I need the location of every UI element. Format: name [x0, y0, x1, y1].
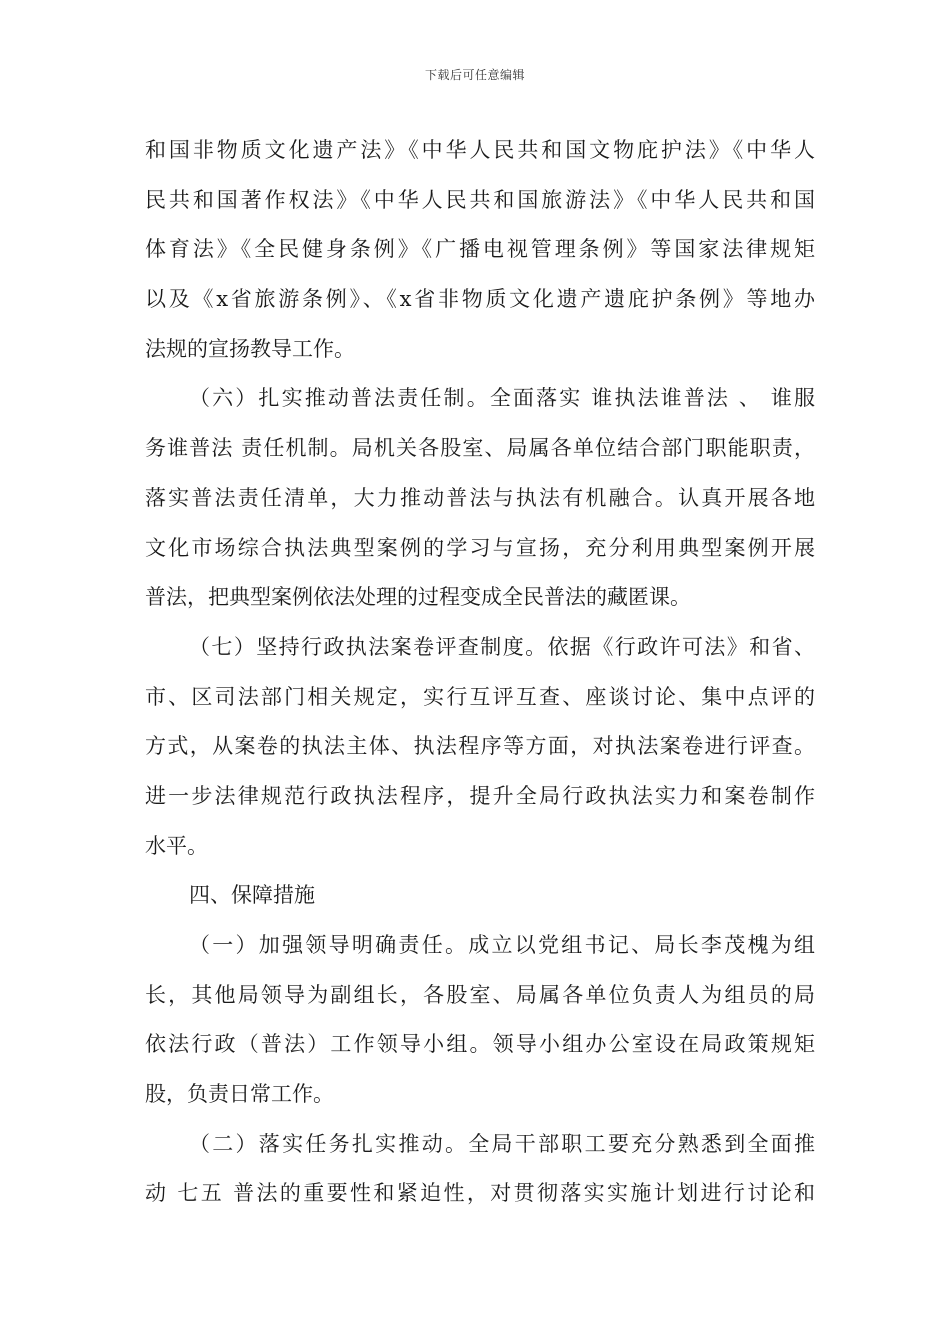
text-line: 落实普法责任清单，大力推动普法与执法有机融合。认真开展各地 [145, 485, 815, 510]
text-line: 普法，把典型案例依法处理的过程变成全民普法的藏匿课。 [145, 585, 691, 610]
page-header: 下载后可任意编辑 [424, 68, 525, 82]
text-line: 市、区司法部门相关规定，实行互评互查、座谈讨论、集中点评的 [145, 684, 815, 709]
paragraph [145, 623, 815, 871]
text-line: 股，负责日常工作。 [145, 1082, 334, 1107]
document-body [145, 126, 815, 1219]
paragraph [145, 374, 815, 622]
text-line: （二）落实任务扎实推动。全局干部职工要充分熟悉到全面推 [189, 1131, 815, 1156]
text-line: 体育法》《全民健身条例》《广播电视管理条例》等国家法律规矩 [145, 237, 815, 262]
paragraph [145, 1120, 815, 1219]
text-line: 水平。 [145, 833, 208, 858]
text-line: 长，其他局领导为副组长，各股室、局属各单位负责人为组员的局 [145, 982, 815, 1007]
section-heading [145, 871, 815, 921]
text-line: 进一步法律规范行政执法程序，提升全局行政执法实力和案卷制作 [145, 783, 815, 808]
text-line: 动 七五 普法的重要性和紧迫性，对贯彻落实实施计划进行讨论和 [145, 1181, 815, 1206]
text-line: 和国非物质文化遗产法》《中华人民共和国文物庇护法》《中华人 [145, 138, 815, 162]
text-line: 法规的宣扬教导工作。 [145, 336, 355, 361]
text-line: 以及《x省旅游条例》、《x省非物质文化遗产遗庇护条例》等地办 [145, 287, 815, 312]
text-line: 民共和国著作权法》《中华人民共和国旅游法》《中华人民共和国 [145, 187, 815, 212]
text-line: （七）坚持行政执法案卷评查制度。依据《行政许可法》和省、 [189, 634, 815, 659]
text-line: （一）加强领导明确责任。成立以党组书记、局长李茂槐为组 [189, 933, 815, 957]
text-line: 文化市场综合执法典型案例的学习与宣扬，充分利用典型案例开展 [145, 535, 815, 560]
text-line: 依法行政（普法）工作领导小组。领导小组办公室设在局政策规矩 [145, 1032, 815, 1057]
paragraph [145, 126, 815, 374]
text-line: （六）扎实推动普法责任制。全面落实 谁执法谁普法 、 谁服 [189, 386, 815, 411]
paragraph [145, 921, 815, 1120]
section-heading-text: 四、保障措施 [189, 883, 315, 908]
text-line: 方式，从案卷的执法主体、执法程序等方面，对执法案卷进行评查。 [145, 734, 815, 759]
text-line: 务谁普法 责任机制。局机关各股室、局属各单位结合部门职能职责， [145, 436, 815, 461]
